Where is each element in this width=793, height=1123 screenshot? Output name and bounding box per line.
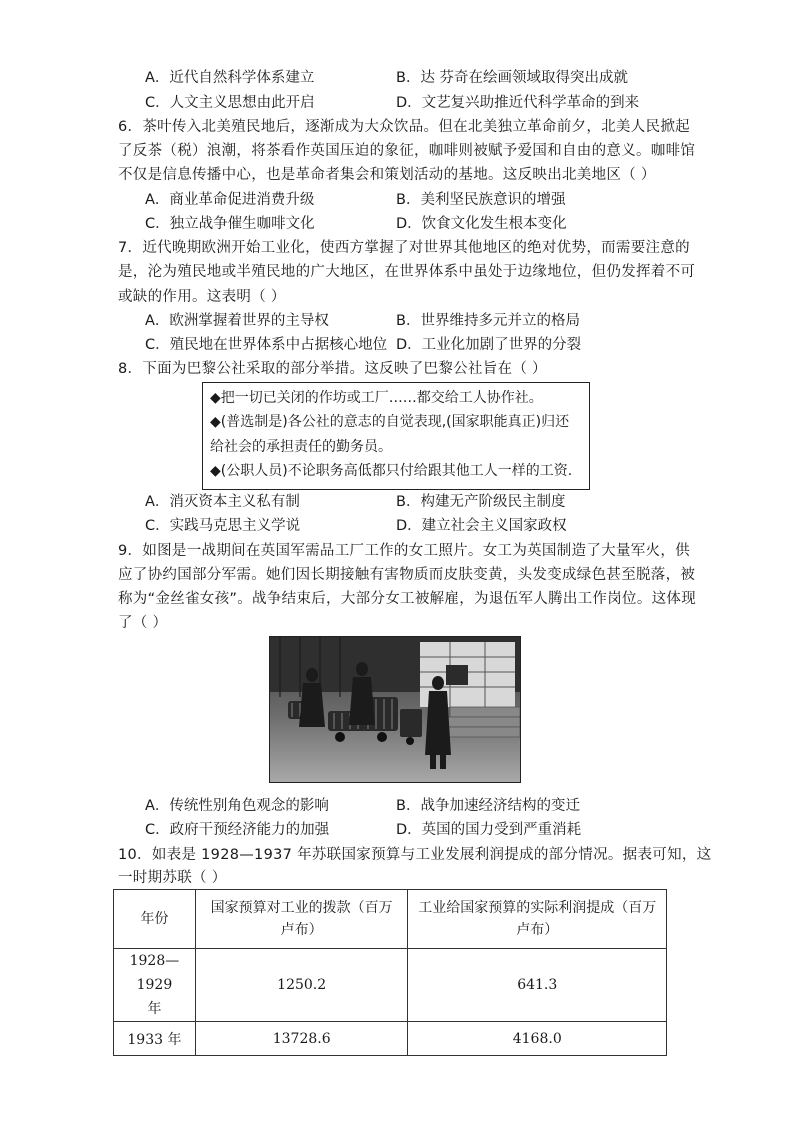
- q6-option-a: A．商业革命促进消费升级: [145, 192, 315, 208]
- q7-stem-line-3: 或缺的作用。这表明（ ）: [118, 289, 286, 305]
- q5-option-b: B．达 芬奇在绘画领域取得突出成就: [396, 70, 629, 86]
- q6-stem-line-3: 不仅是信息传播中心，也是革命者集会和策划活动的基地。这反映出北美地区（ ）: [118, 167, 656, 183]
- q9-stem-line-2: 应了协约国部分军需。她们因长期接触有害物质而皮肤变黄，头发变成绿色甚至脱落，被: [118, 567, 696, 583]
- q10-stem-line-1: 10．如表是 1928—1937 年苏联国家预算与工业发展利润提成的部分情况。据表可知，这: [118, 847, 712, 863]
- table-cell-year: 1928—1929 年: [114, 949, 196, 1022]
- q6-option-d: D．饮食文化发生根本变化: [396, 216, 567, 232]
- q8-option-d: D．建立社会主义国家政权: [396, 518, 567, 534]
- q7-stem-line-1: 7．近代晚期欧洲开始工业化，使西方掌握了对世界其他地区的绝对优势，而需要注意的: [118, 240, 690, 256]
- q8-option-a: A．消灭资本主义私有制: [145, 494, 300, 510]
- table-header-allocation: 国家预算对工业的拨款（百万 卢布）: [195, 890, 408, 949]
- q8-box-line-2: ◆(普选制是)各公社的意志的自觉表现,(国家职能真正)归还: [210, 414, 570, 430]
- q6-stem-line-1: 6．茶叶传入北美殖民地后，逐渐成为大众饮品。但在北美独立革命前夕，北美人民掀起: [118, 119, 690, 135]
- q7-option-c: C．殖民地在世界体系中占据核心地位: [145, 337, 388, 353]
- q5-option-c: C．人文主义思想由此开启: [145, 95, 315, 111]
- q7-option-b: B．世界维持多元并立的格局: [396, 313, 580, 329]
- table-header-year: 年份: [114, 890, 196, 949]
- table-row: [114, 1022, 667, 1056]
- table-cell-profit: 4168.0: [408, 1022, 667, 1056]
- q9-option-d: D．英国的国力受到严重消耗: [396, 822, 582, 838]
- q7-option-a: A．欧洲掌握着世界的主导权: [145, 313, 329, 329]
- q8-box-line-1: ◆把一切已关闭的作坊或工厂……都交给工人协作社。: [210, 390, 543, 406]
- q8-option-c: C．实践马克思主义学说: [145, 518, 301, 534]
- table-header-row: [114, 890, 667, 949]
- table-cell-allocation: 1250.2: [195, 949, 408, 1022]
- q9-option-b: B．战争加速经济结构的变迁: [396, 798, 580, 814]
- table-header-profit: 工业给国家预算的实际利润提成（百万 卢布）: [408, 890, 667, 949]
- table-cell-profit: 641.3: [408, 949, 667, 1022]
- q8-material-box: [202, 382, 590, 490]
- q8-box-line-4: ◆(公职人员)不论职务高低都只付给跟其他工人一样的工资.: [210, 463, 573, 479]
- table-cell-allocation: 13728.6: [195, 1022, 408, 1056]
- q10-stem-line-2: 一时期苏联（ ）: [118, 870, 227, 886]
- q6-option-c: C．独立战争催生咖啡文化: [145, 216, 315, 232]
- q6-option-b: B．美利坚民族意识的增强: [396, 192, 566, 208]
- q9-stem-line-4: 了（ ）: [118, 615, 168, 631]
- q8-option-b: B．构建无产阶级民主制度: [396, 494, 566, 510]
- q7-option-d: D．工业化加剧了世界的分裂: [396, 337, 582, 353]
- q8-stem: 8．下面为巴黎公社采取的部分举措。这反映了巴黎公社旨在（ ）: [118, 361, 547, 377]
- q9-stem-line-3: 称为“金丝雀女孩”。战争结束后，大部分女工被解雇，为退伍军人腾出工作岗位。这体现: [118, 591, 697, 607]
- q7-stem-line-2: 是，沦为殖民地或半殖民地的广大地区，在世界体系中虽处于边缘地位，但仍发挥着不可: [118, 264, 696, 280]
- q5-option-a: A．近代自然科学体系建立: [145, 70, 315, 86]
- table-cell-year: 1933 年: [114, 1022, 196, 1056]
- q8-box-line-3: 给社会的承担责任的勤务员。: [210, 439, 392, 455]
- table-row: [114, 949, 667, 1022]
- q5-option-d: D．文艺复兴助推近代科学革命的到来: [396, 95, 640, 111]
- q9-option-a: A．传统性别角色观念的影响: [145, 798, 329, 814]
- q6-stem-line-2: 了反茶（税）浪潮，将茶看作英国压迫的象征，咖啡则被赋予爱国和自由的意义。咖啡馆: [118, 143, 696, 159]
- soviet-budget-table: [113, 889, 667, 1056]
- munition-workers-photo: [269, 636, 521, 783]
- q9-stem-line-1: 9．如图是一战期间在英国军需品工厂工作的女工照片。女工为英国制造了大量军火，供: [118, 543, 690, 559]
- q9-option-c: C．政府干预经济能力的加强: [145, 822, 330, 838]
